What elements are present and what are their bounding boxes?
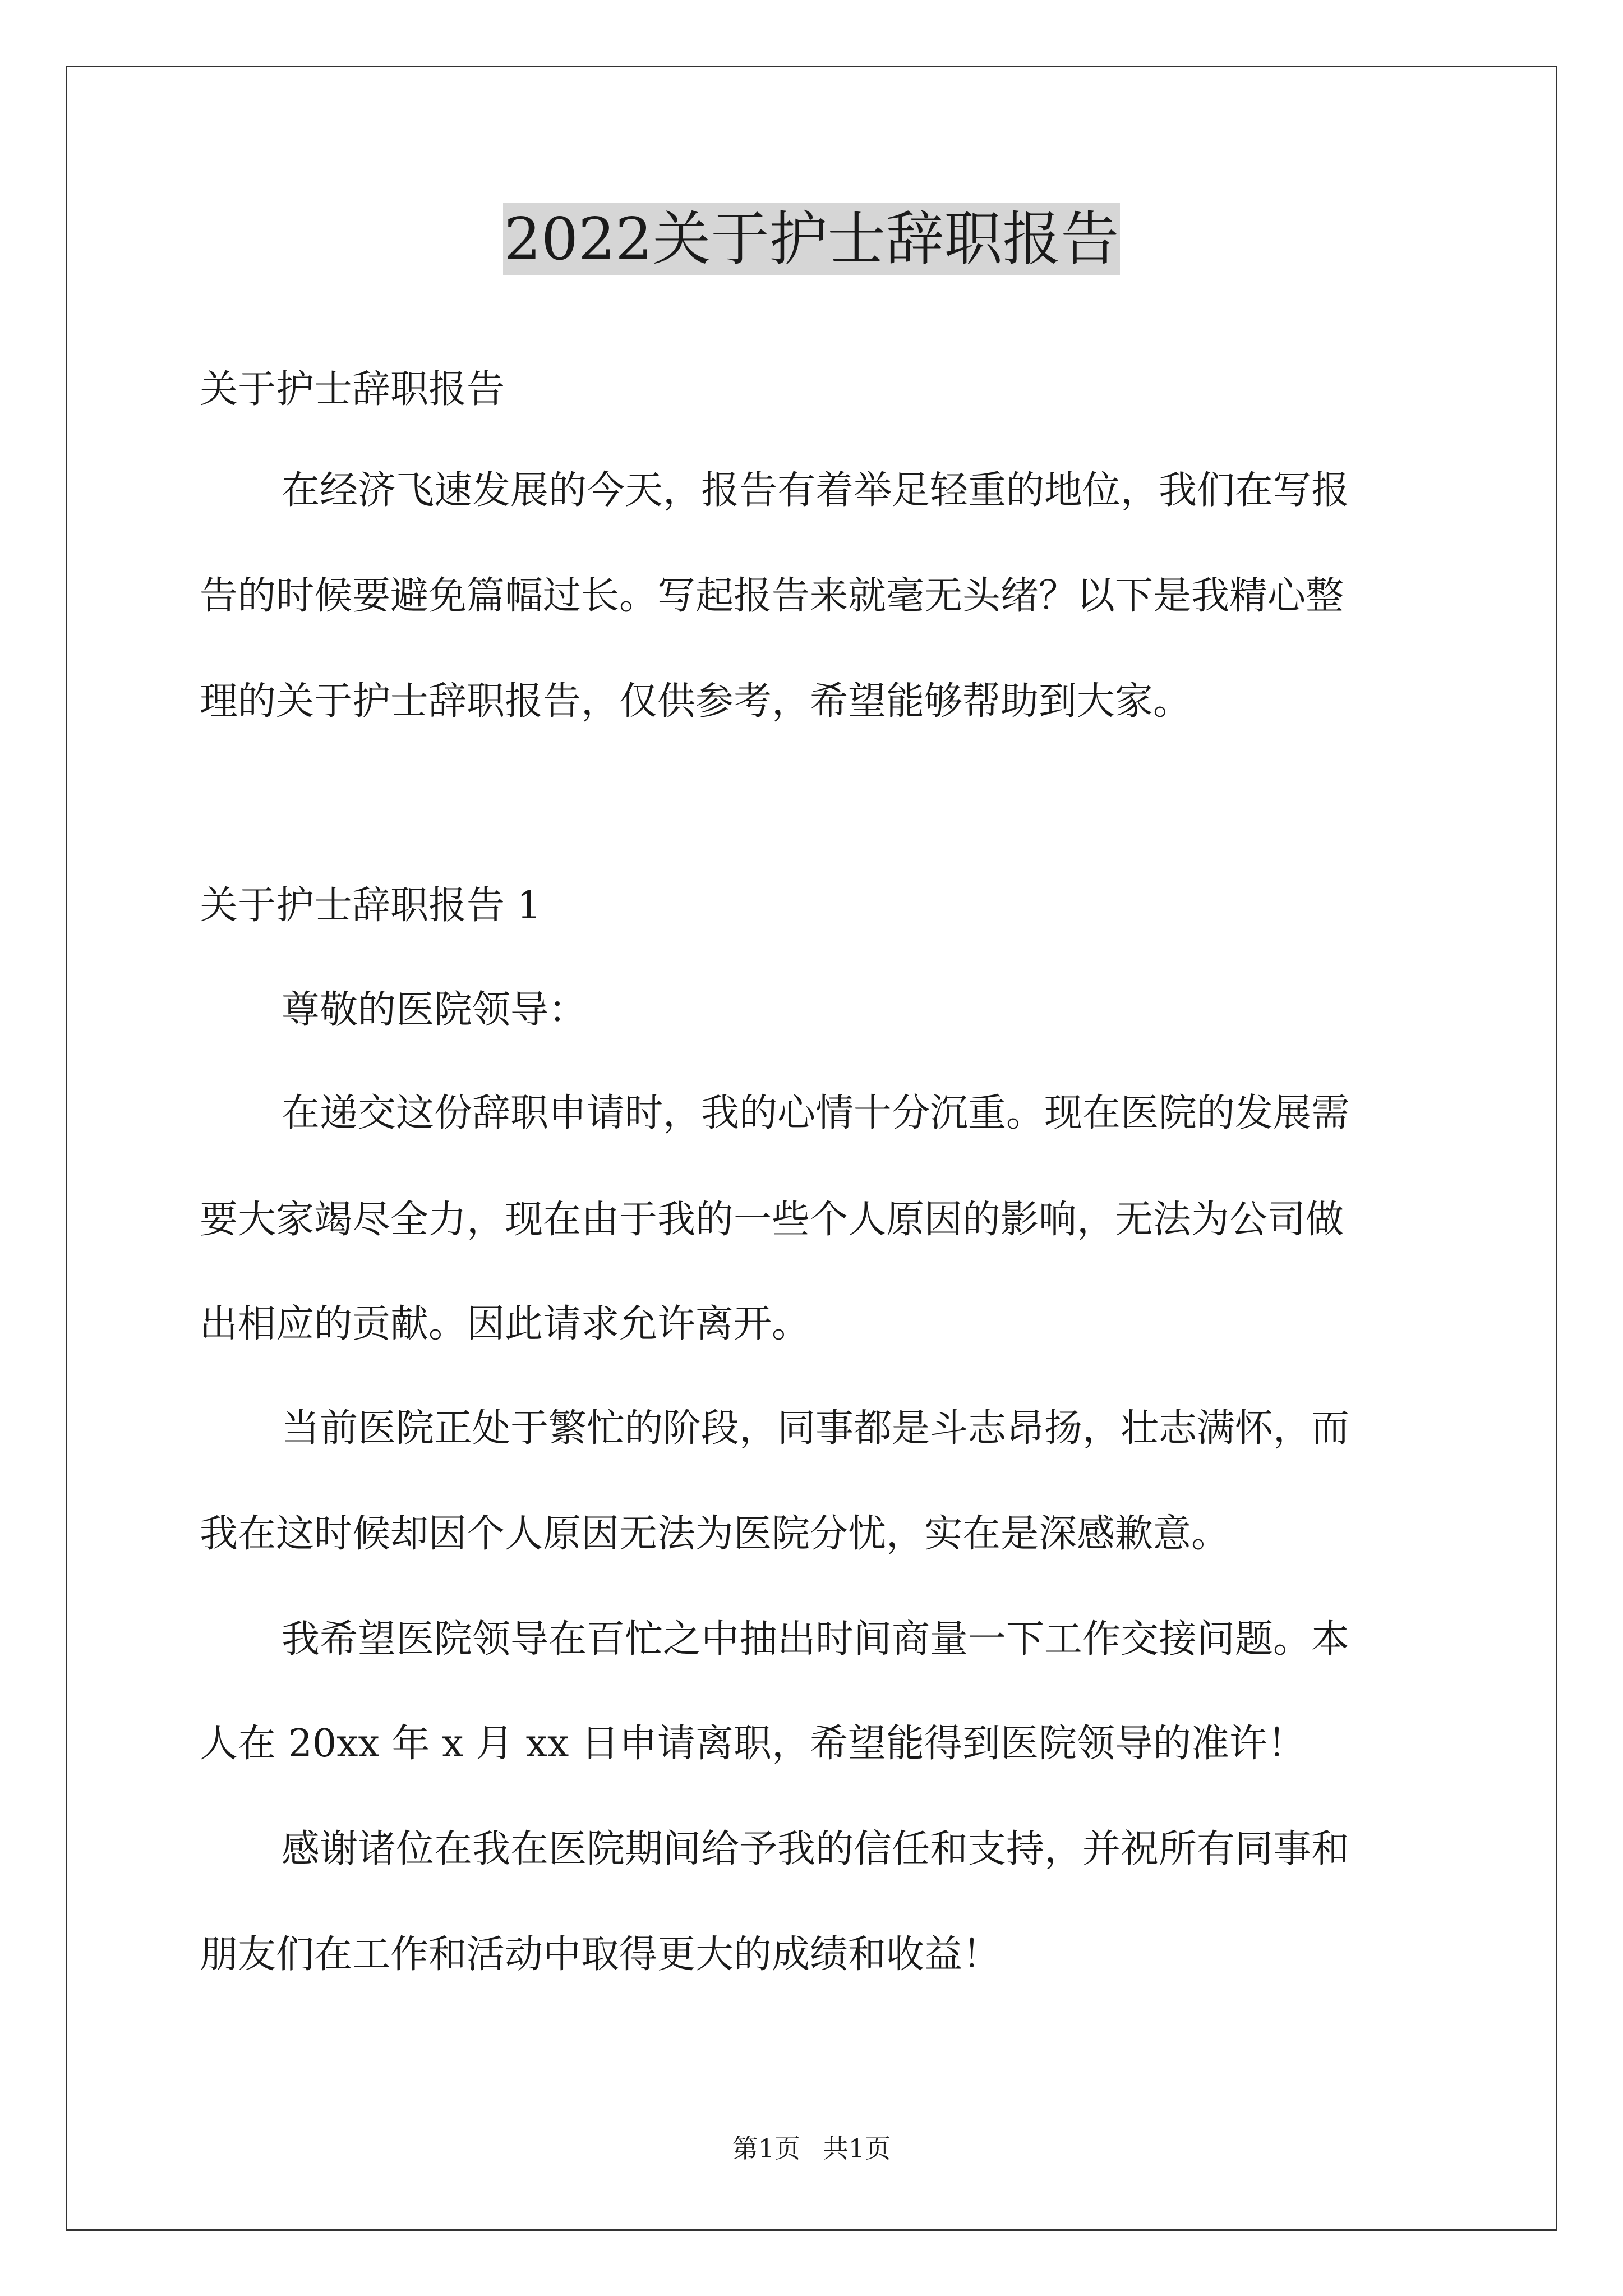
body-line-1: 在递交这份辞职申请时，我的心情十分沉重。现在医院的发展需 (282, 1091, 1350, 1135)
intro-line-1: 在经济飞速发展的今天，报告有着举足轻重的地位，我们在写报 (282, 468, 1350, 513)
body-line-6: 我希望医院领导在百忙之中抽出时间商量一下工作交接问题。本 (282, 1617, 1350, 1662)
intro-heading: 关于护士辞职报告 (200, 367, 505, 412)
section-heading: 关于护士辞职报告 1 (200, 884, 541, 928)
page-footer (0, 2132, 1623, 2165)
body-line-7: 人在 20xx 年 x 月 xx 日申请离职，希望能得到医院领导的准许！ (200, 1722, 1306, 1766)
body-line-3: 出相应的贡献。因此请求允许离开。 (200, 1302, 810, 1346)
intro-line-3: 理的关于护士辞职报告，仅供参考，希望能够帮助到大家。 (200, 679, 1192, 724)
body-line-9: 朋友们在工作和活动中取得更大的成绩和收益！ (200, 1932, 1001, 1977)
salutation: 尊敬的医院领导： (282, 988, 587, 1032)
document-title-text: 2022关于护士辞职报告 (503, 203, 1121, 275)
body-line-4: 当前医院正处于繁忙的阶段，同事都是斗志昂扬，壮志满怀，而 (282, 1406, 1350, 1451)
body-line-2: 要大家竭尽全力，现在由于我的一些个人原因的影响，无法为公司做 (200, 1198, 1344, 1242)
document-title (0, 200, 1623, 278)
body-line-8: 感谢诸位在我在医院期间给予我的信任和支持，并祝所有同事和 (282, 1827, 1350, 1871)
intro-line-2: 告的时候要避免篇幅过长。写起报告来就毫无头绪？以下是我精心整 (200, 574, 1344, 618)
body-line-5: 我在这时候却因个人原因无法为医院分忧，实在是深感歉意。 (200, 1512, 1230, 1556)
page-number: 第1页 (732, 2133, 800, 2164)
page-total: 共1页 (823, 2133, 891, 2164)
